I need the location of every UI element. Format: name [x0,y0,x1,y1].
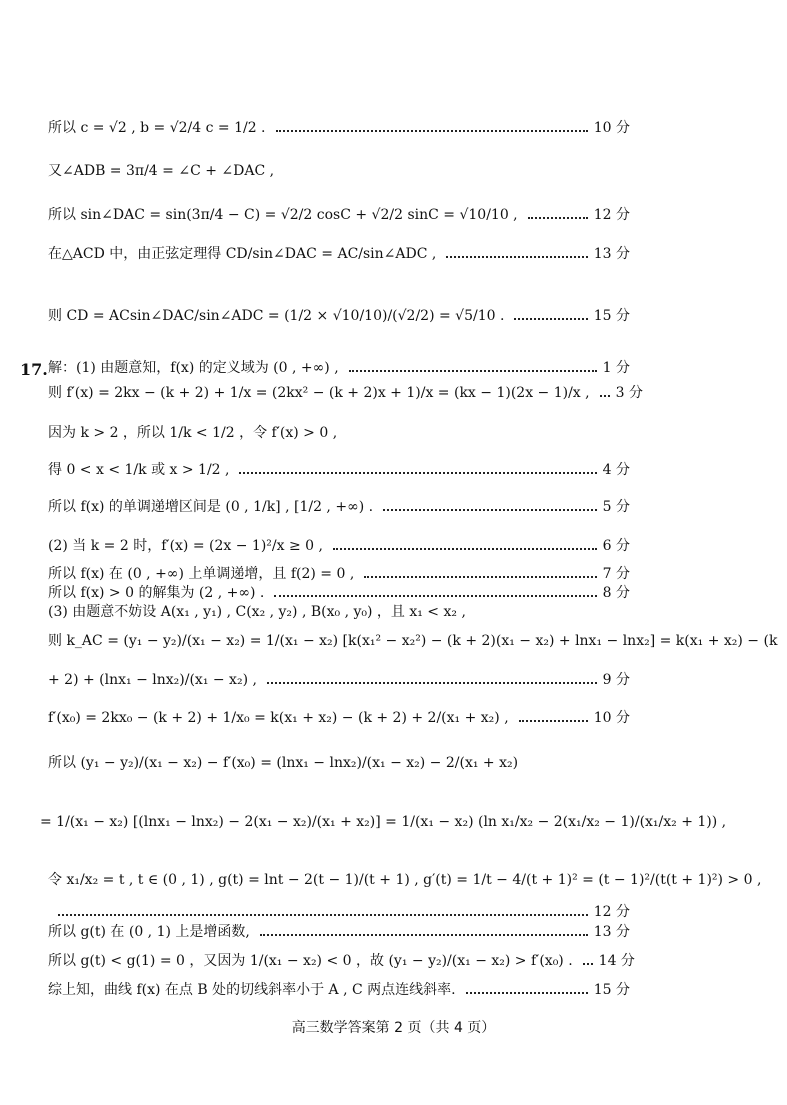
solution-line: (3) 由题意不妨设 A(x₁ , y₁) , C(x₂ , y₂) , B(x₀ , y₀) ，且 x₁ < x₂ , [48,604,466,620]
solution-line: + 2) + (lnx₁ − lnx₂)/(x₁ − x₂) , 9 分 [48,672,630,688]
solution-line: 所以 f(x) 在 (0 , +∞) 上单调递增，且 f(2) = 0 , 7 分 [48,566,630,582]
solution-line: (2) 当 k = 2 时，f′(x) = (2x − 1)²/x ≥ 0 , 6 分 [48,538,630,554]
solution-line: 所以 g(t) 在 (0 , 1) 上是增函数, 13 分 [48,924,630,940]
solution-line: 则 k_AC = (y₁ − y₂)/(x₁ − x₂) = 1/(x₁ − x₂) [k(x₁² − x₂²) − (k + 2)(x₁ − x₂) + lnx₁ − lnx₂] = k(x₁ + x₂) − (k [48,633,778,649]
solution-line: 令 x₁/x₂ = t , t ∈ (0 , 1) , g(t) = lnt − 2(t − 1)/(t + 1) , g′(t) = 1/t − 4/(t + 1)² = (t − 1)²/(t(t + 1)²) > 0 , [48,872,762,888]
solution-line: 所以 c = √2 , b = √2/4 c = 1/2 . 10 分 [48,120,630,136]
solution-line: = 1/(x₁ − x₂) [(lnx₁ − lnx₂) − 2(x₁ − x₂)/(x₁ + x₂)] = 1/(x₁ − x₂) (ln x₁/x₂ − 2(x₁/x₂ − 1)/(x₁/x₂ + 1)) , [40,814,727,830]
solution-line: 解：(1) 由题意知，f(x) 的定义域为 (0 , +∞) , 1 分 [48,360,630,376]
solution-line: f′(x₀) = 2kx₀ − (k + 2) + 1/x₀ = k(x₁ + x₂) − (k + 2) + 2/(x₁ + x₂) , 10 分 [48,710,630,726]
solution-line: 又∠ADB = 3π/4 = ∠C + ∠DAC , [48,163,275,179]
solution-line: 综上知，曲线 f(x) 在点 B 处的切线斜率小于 A , C 两点连线斜率. 15 分 [48,982,630,998]
solution-line: 所以 g(t) < g(1) = 0 ，又因为 1/(x₁ − x₂) < 0 ，故 (y₁ − y₂)/(x₁ − x₂) > f′(x₀) . 14 分 [48,953,635,969]
solution-line: 所以 f(x) 的单调递增区间是 (0 , 1/k] , [1/2 , +∞) . 5 分 [48,499,630,515]
solution-line: 所以 sin∠DAC = sin(3π/4 − C) = √2/2 cosC + √2/2 sinC = √10/10 , 12 分 [48,207,630,223]
solution-line: 所以 f(x) > 0 的解集为 (2 , +∞) . 8 分 [48,585,630,601]
solution-line: 则 CD = ACsin∠DAC/sin∠ADC = (1/2 × √10/10)/(√2/2) = √5/10 . 15 分 [48,308,630,324]
solution-line: 得 0 < x < 1/k 或 x > 1/2 , 4 分 [48,462,630,478]
solution-line: 因为 k > 2 ，所以 1/k < 1/2 ，令 f′(x) > 0 , [48,425,338,441]
page-footer: 高三数学答案第 2 页（共 4 页） [291,1020,496,1036]
solution-line: 所以 (y₁ − y₂)/(x₁ − x₂) − f′(x₀) = (lnx₁ − lnx₂)/(x₁ − x₂) − 2/(x₁ + x₂) [48,755,519,771]
solution-line: 则 f′(x) = 2kx − (k + 2) + 1/x = (2kx² − (k + 2)x + 1)/x = (kx − 1)(2x − 1)/x , 3 分 [48,385,643,401]
solution-line: 在△ACD 中，由正弦定理得 CD/sin∠DAC = AC/sin∠ADC , 13 分 [48,246,630,262]
problem-number: 17. [20,360,48,379]
solution-line: 12 分 [20,904,630,922]
